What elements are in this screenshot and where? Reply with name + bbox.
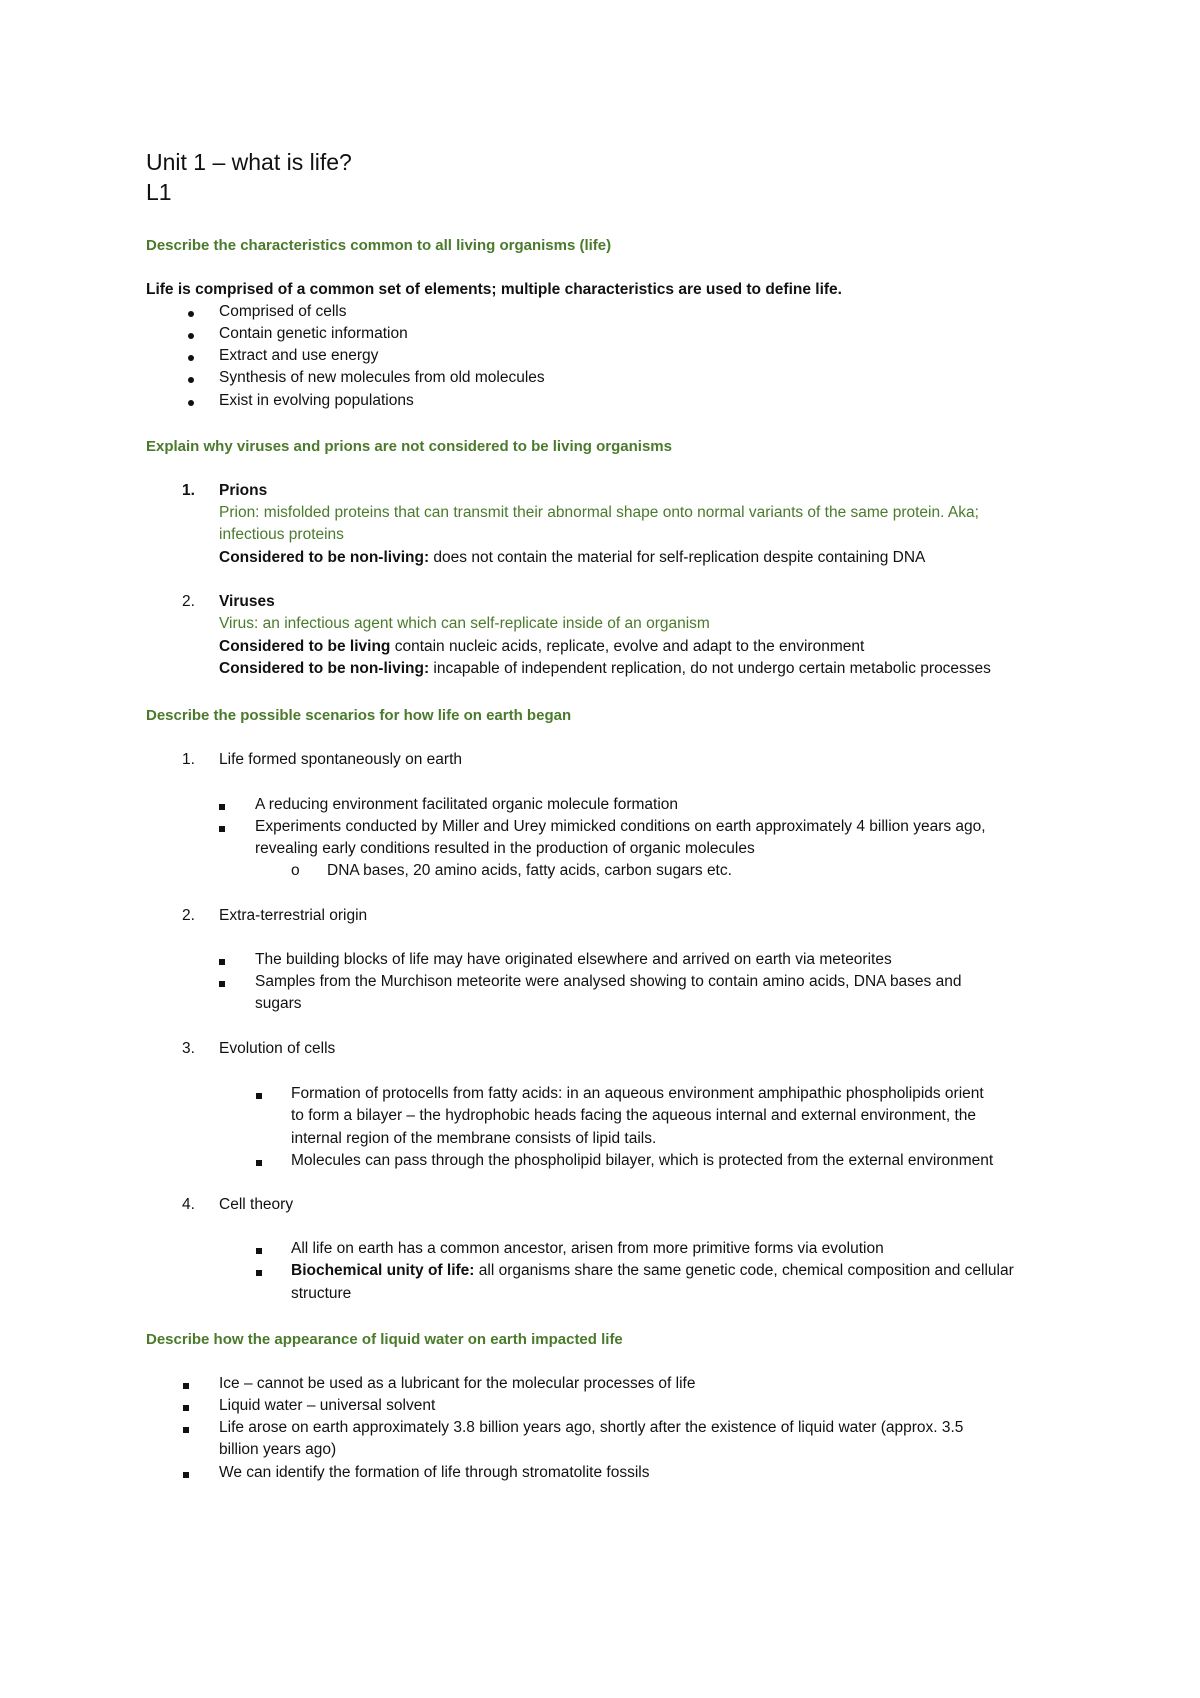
sub-list-item: DNA bases, 20 amino acids, fatty acids, carbon sugars etc. xyxy=(327,862,732,879)
list-item-cont: internal region of the membrane consists of lipid tails. xyxy=(291,1130,657,1147)
section-heading-viruses-prions: Explain why viruses and prions are not considered to be living organisms xyxy=(146,438,672,455)
nonliving-label: Considered to be non-living: xyxy=(219,549,430,566)
list-number: 4. xyxy=(182,1196,195,1213)
bullet-square xyxy=(183,1463,189,1485)
section-heading-characteristics: Describe the characteristics common to all living organisms (life) xyxy=(146,237,612,254)
scenario-cell-theory: Cell theory xyxy=(219,1196,294,1213)
list-item: Extract and use energy xyxy=(219,347,379,364)
bullet-square xyxy=(219,795,225,817)
list-item: Samples from the Murchison meteorite were analysed showing to contain amino acids, DNA bases and xyxy=(255,973,962,990)
characteristics-intro: Life is comprised of a common set of elements; multiple characteristics are used to define life. xyxy=(146,281,842,298)
bullet-dot xyxy=(188,391,194,413)
section-heading-origin: Describe the possible scenarios for how life on earth began xyxy=(146,707,572,724)
virus-definition: Virus: an infectious agent which can self-replicate inside of an organism xyxy=(219,615,710,632)
list-item: Formation of protocells from fatty acids: in an aqueous environment amphipathic phospholipids orient xyxy=(291,1085,984,1102)
bullet-dot xyxy=(188,368,194,390)
bullet-dot xyxy=(188,346,194,368)
scenario-evolution-of-cells: Evolution of cells xyxy=(219,1040,336,1057)
list-item: A reducing environment facilitated organic molecule formation xyxy=(255,796,679,813)
list-item: Liquid water – universal solvent xyxy=(219,1397,436,1414)
bullet-square xyxy=(256,1261,262,1283)
list-number: 3. xyxy=(182,1040,195,1057)
prion-nonliving xyxy=(219,547,925,569)
list-item: Life arose on earth approximately 3.8 billion years ago, shortly after the existence of liquid water (approx. 3.5 xyxy=(219,1419,964,1436)
page-subtitle: L1 xyxy=(146,179,172,205)
list-item: Synthesis of new molecules from old molecules xyxy=(219,369,545,386)
list-number: 2. xyxy=(182,593,195,610)
living-label: Considered to be living xyxy=(219,638,391,655)
list-number: 1. xyxy=(182,482,195,499)
list-item: Exist in evolving populations xyxy=(219,392,414,409)
bullet-square xyxy=(219,972,225,994)
section-heading-liquid-water: Describe how the appearance of liquid water on earth impacted life xyxy=(146,1331,623,1348)
list-item-cont: structure xyxy=(291,1285,352,1302)
bullet-square xyxy=(183,1418,189,1440)
bullet-square xyxy=(256,1084,262,1106)
viruses-label: Viruses xyxy=(219,593,275,610)
list-item: The building blocks of life may have originated elsewhere and arrived on earth via meteorites xyxy=(255,951,892,968)
prion-definition-cont: infectious proteins xyxy=(219,526,344,543)
nonliving-text: does not contain the material for self-replication despite containing DNA xyxy=(429,549,926,566)
list-item: Experiments conducted by Miller and Urey mimicked conditions on earth approximately 4 billion years ago, xyxy=(255,818,986,835)
biochemical-unity-text: all organisms share the same genetic code, chemical composition and cellular xyxy=(474,1262,1014,1279)
list-item: We can identify the formation of life through stromatolite fossils xyxy=(219,1464,650,1481)
bullet-square xyxy=(256,1239,262,1261)
nonliving-text: incapable of independent replication, do not undergo certain metabolic processes xyxy=(429,660,991,677)
list-item: Contain genetic information xyxy=(219,325,408,342)
biochemical-unity-label: Biochemical unity of life: xyxy=(291,1262,475,1279)
scenario-spontaneous: Life formed spontaneously on earth xyxy=(219,751,462,768)
list-item xyxy=(291,1260,1014,1282)
bullet-square xyxy=(219,817,225,839)
list-item-cont: sugars xyxy=(255,995,302,1012)
list-item: Ice – cannot be used as a lubricant for the molecular processes of life xyxy=(219,1375,696,1392)
bullet-square xyxy=(183,1374,189,1396)
sub-bullet-marker: o xyxy=(291,862,300,879)
list-item-cont: billion years ago) xyxy=(219,1441,337,1458)
bullet-dot xyxy=(188,324,194,346)
prions-label: Prions xyxy=(219,482,268,499)
list-item-cont: to form a bilayer – the hydrophobic heads facing the aqueous internal and external environment, the xyxy=(291,1107,977,1124)
list-number: 1. xyxy=(182,751,195,768)
list-item-cont: revealing early conditions resulted in the production of organic molecules xyxy=(255,840,755,857)
prion-definition: Prion: misfolded proteins that can transmit their abnormal shape onto normal variants of the same protein. Aka; xyxy=(219,504,979,521)
virus-nonliving xyxy=(219,658,991,680)
virus-living xyxy=(219,636,864,658)
list-item: All life on earth has a common ancestor, arisen from more primitive forms via evolution xyxy=(291,1240,884,1257)
list-item: Molecules can pass through the phospholipid bilayer, which is protected from the external environment xyxy=(291,1152,994,1169)
living-text: contain nucleic acids, replicate, evolve and adapt to the environment xyxy=(390,638,865,655)
list-number: 2. xyxy=(182,907,195,924)
list-item: Comprised of cells xyxy=(219,303,347,320)
bullet-square xyxy=(219,950,225,972)
bullet-dot xyxy=(188,302,194,324)
page-title: Unit 1 – what is life? xyxy=(146,149,352,175)
nonliving-label: Considered to be non-living: xyxy=(219,660,430,677)
bullet-square xyxy=(256,1151,262,1173)
scenario-extraterrestrial: Extra-terrestrial origin xyxy=(219,907,368,924)
bullet-square xyxy=(183,1396,189,1418)
